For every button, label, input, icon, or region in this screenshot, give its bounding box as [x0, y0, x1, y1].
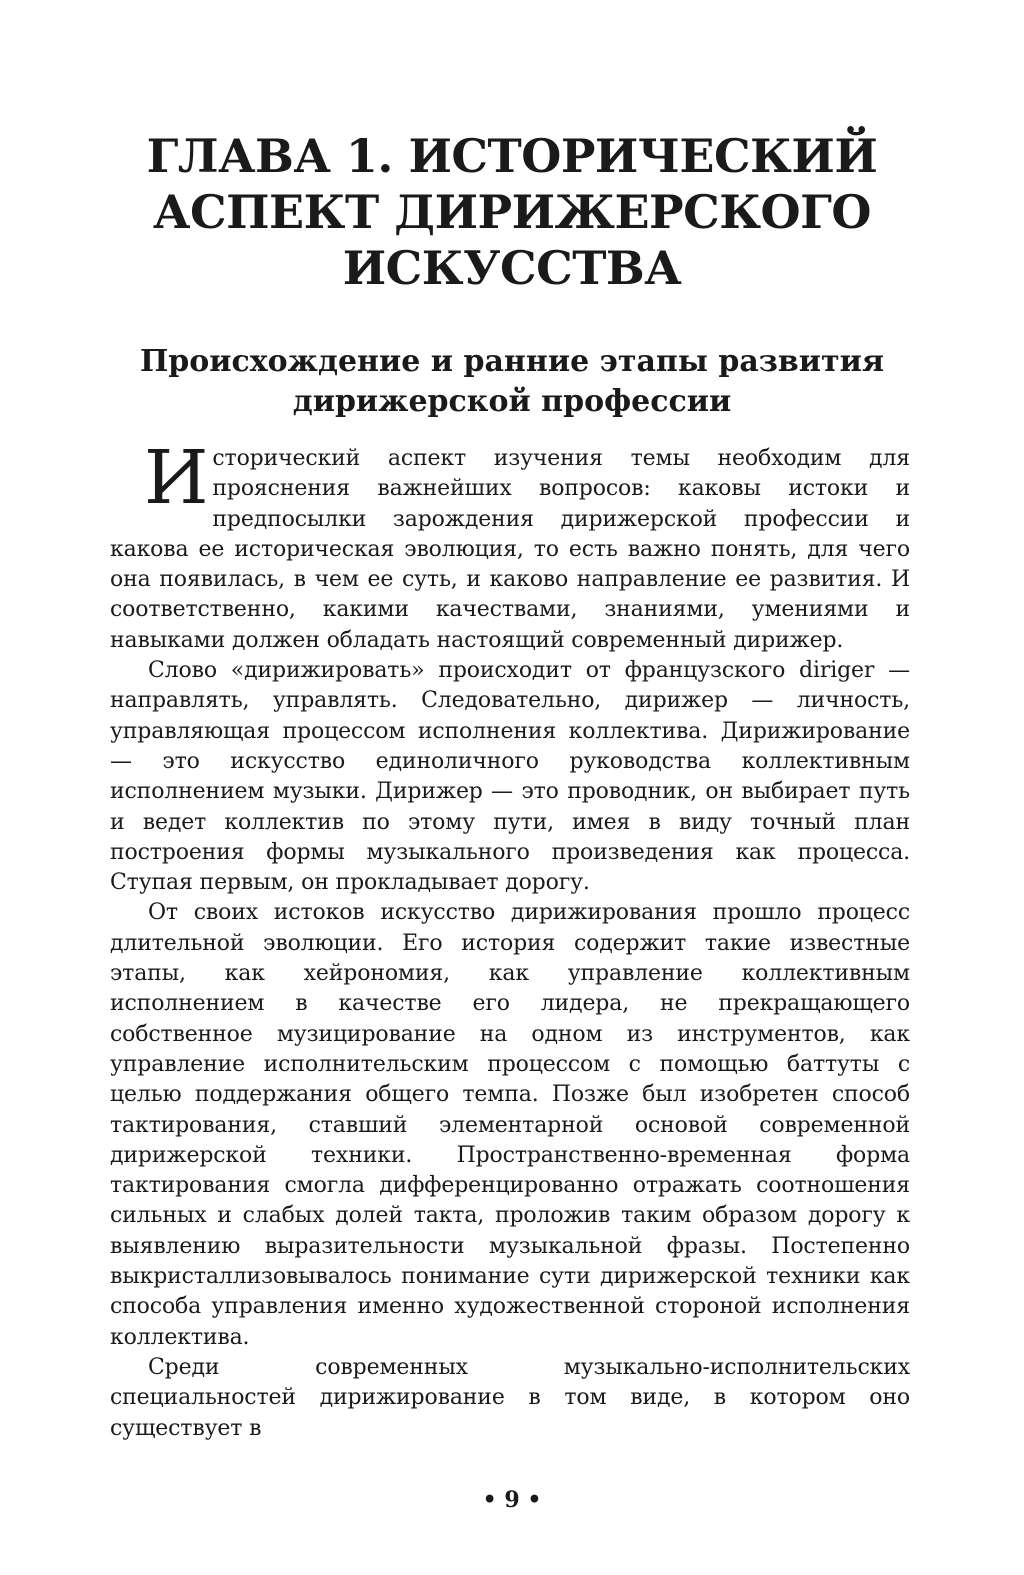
- paragraph-1-text: сторический аспект изучения темы необходим для прояснения важнейших вопросов: каковы истоки и предпосылки зарождения дирижерской профессии и какова ее историческая эволюция, то есть важно понять, для чего она появилась, в чем ее суть, и каково направление ее развития. И соответственно, какими качествами, знаниями, умениями и навыками должен обладать настоящий современный дирижер.: [110, 446, 910, 653]
- page-number: • 9 •: [482, 1487, 542, 1513]
- body-text: [110, 435, 910, 1444]
- drop-cap: И: [144, 435, 209, 521]
- chapter-title: ГЛАВА 1. ИСТОРИЧЕСКИЙ АСПЕКТ ДИРИЖЕРСКОГО ИСКУССТВА: [146, 129, 878, 295]
- paragraph-4: Среди современных музыкально-исполнительских специальностей дирижирование в том виде, в котором оно существует в: [110, 1354, 910, 1441]
- paragraph-3: От своих истоков искусство дирижирования прошло процесс длительной эволюции. Его история содержит такие известные этапы, как хейрономия, как управление коллективным исполнением в качестве его лидера, не прекращающего собственное музицирование на одном из инструментов, как управление исполнительским процессом с помощью баттуты с целью поддержания общего темпа. Позже был изобретен способ тактирования, ставший элементарной основой современной дирижерской техники. Пространственно-временная форма тактирования смогла дифференцированно отражать соотношения сильных и слабых долей такта, проложив таким образом дорогу к выявлению выразительности музыкальной фразы. Постепенно выкристаллизовывалось понимание сути дирижерской техники как способа управления именно художественной стороной исполнения коллектива.: [110, 900, 910, 1350]
- paragraph-2: Слово «дирижировать» происходит от французского diriger — направлять, управлять. Следовательно, дирижер — личность, управляющая процессом исполнения коллектива. Дирижирование — это искусство единоличного руководства коллективным исполнением музыки. Дирижер — это проводник, он выбирает путь и ведет коллектив по этому пути, имея в виду точный план построения формы музыкального произведения как процесса. Ступая первым, он прокладывает дорогу.: [110, 658, 910, 896]
- paragraph-1: [110, 435, 910, 656]
- section-title: Происхождение и ранние этапы развития дирижерской профессии: [139, 344, 885, 419]
